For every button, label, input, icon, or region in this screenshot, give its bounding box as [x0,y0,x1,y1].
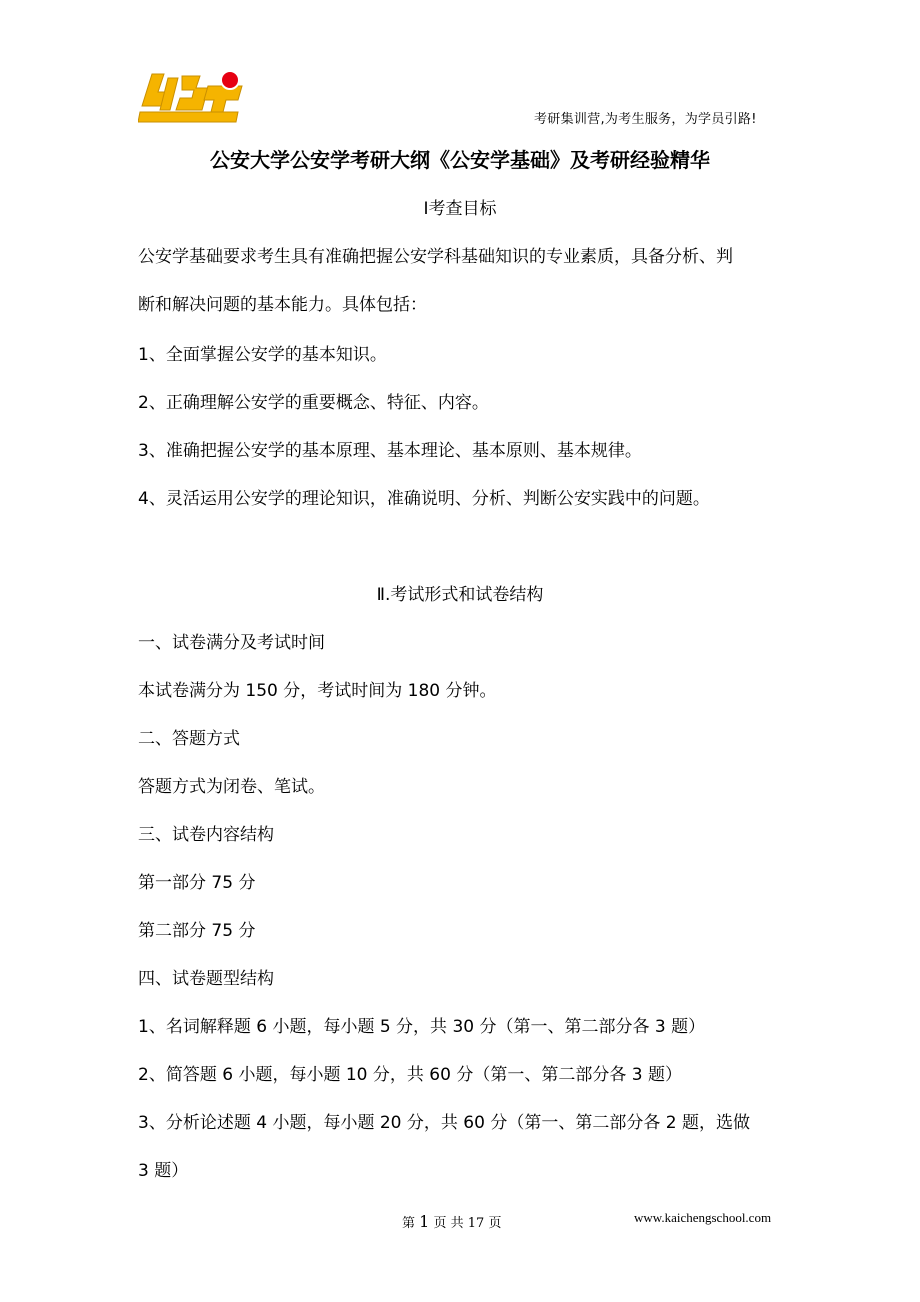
objective-item: 3、准确把握公安学的基本原理、基本理论、基本原则、基本规律。 [138,441,642,461]
objective-item: 1、全面掌握公安学的基本知识。 [138,345,387,365]
intro-line: 公安学基础要求考生具有准确把握公安学科基础知识的专业素质，具备分析、判 [138,247,733,267]
footer-url: www.kaichengschool.com [634,1210,772,1225]
exam-line: 二、答题方式 [138,729,240,749]
objective-item: 2、正确理解公安学的重要概念、特征、内容。 [138,393,489,413]
page-number [402,1212,501,1231]
page-mid: 页 共 [433,1216,464,1231]
exam-line: 四、试卷题型结构 [138,969,274,989]
exam-line: 一、试卷满分及考试时间 [138,633,325,653]
exam-line: 3 题） [138,1161,189,1181]
kaicheng-logo [138,66,246,126]
section-heading-exam-format: Ⅱ.考试形式和试卷结构 [376,585,544,605]
current-page: 1 [419,1212,430,1231]
exam-line: 第二部分 75 分 [138,921,256,941]
exam-line: 本试卷满分为 150 分，考试时间为 180 分钟。 [138,681,497,701]
exam-line: 1、名词解释题 6 小题，每小题 5 分，共 30 分（第一、第二部分各 3 题） [138,1017,706,1037]
exam-line: 2、简答题 6 小题，每小题 10 分，共 60 分（第一、第二部分各 3 题） [138,1065,682,1085]
exam-line: 答题方式为闭卷、笔试。 [138,777,325,797]
header-slogan: 考研集训营,为考生服务，为学员引路! [534,112,757,127]
exam-line: 三、试卷内容结构 [138,825,274,845]
document-title: 公安大学公安学考研大纲《公安学基础》及考研经验精华 [210,148,710,172]
objective-item: 4、灵活运用公安学的理论知识，准确说明、分析、判断公安实践中的问题。 [138,489,710,509]
section-heading-objectives: Ⅰ考查目标 [423,199,497,219]
total-pages: 17 [467,1216,485,1231]
page-suffix: 页 [488,1216,502,1231]
exam-line: 第一部分 75 分 [138,873,256,893]
intro-line: 断和解决问题的基本能力。具体包括： [138,295,427,315]
page-prefix: 第 [402,1216,416,1231]
exam-line: 3、分析论述题 4 小题，每小题 20 分，共 60 分（第一、第二部分各 2 题，选做 [138,1113,750,1133]
